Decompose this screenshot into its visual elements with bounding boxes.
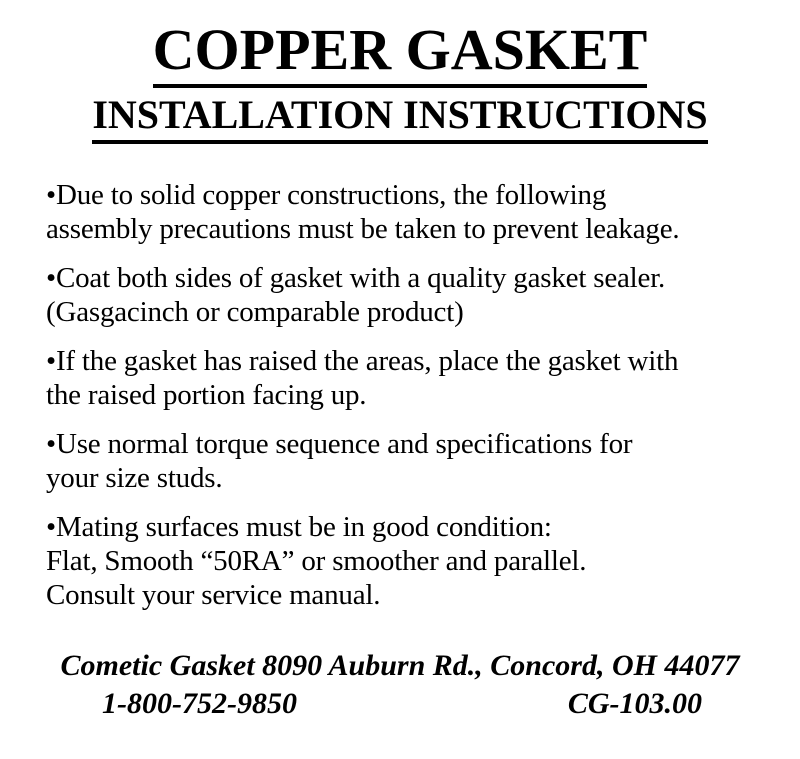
page-subtitle-row bbox=[0, 93, 800, 144]
text-line: assembly precautions must be taken to prevent leakage. bbox=[46, 212, 680, 245]
text-line: (Gasgacinch or comparable product) bbox=[46, 295, 464, 328]
bullet-paragraph bbox=[46, 178, 780, 246]
footer-phone: 1-800-752-9850 bbox=[102, 686, 297, 720]
page-title: COPPER GASKET bbox=[153, 20, 648, 88]
page-subtitle: INSTALLATION INSTRUCTIONS bbox=[92, 93, 707, 144]
title-block bbox=[0, 0, 800, 144]
footer-row bbox=[0, 684, 800, 724]
text-line: the raised portion facing up. bbox=[46, 378, 367, 411]
footer-part-number: CG-103.00 bbox=[567, 686, 702, 720]
bullet-paragraph bbox=[46, 344, 780, 412]
text-line: your size studs. bbox=[46, 461, 223, 494]
text-line: •Mating surfaces must be in good condition: bbox=[46, 510, 552, 543]
text-line: Consult your service manual. bbox=[46, 578, 381, 611]
instructions-list bbox=[0, 178, 800, 612]
footer-address: Cometic Gasket 8090 Auburn Rd., Concord, OH 44077 bbox=[60, 648, 740, 682]
bullet-paragraph bbox=[46, 510, 780, 612]
text-line: •Due to solid copper constructions, the following bbox=[46, 178, 607, 211]
bullet-paragraph bbox=[46, 427, 780, 495]
text-line: •If the gasket has raised the areas, place the gasket with bbox=[46, 344, 679, 377]
text-line: •Use normal torque sequence and specifications for bbox=[46, 427, 633, 460]
text-line: •Coat both sides of gasket with a quality gasket sealer. bbox=[46, 261, 666, 294]
page-title-row bbox=[0, 17, 800, 88]
footer bbox=[0, 648, 800, 724]
bullet-paragraph bbox=[46, 261, 780, 329]
text-line: Flat, Smooth “50RA” or smoother and parallel. bbox=[46, 544, 587, 577]
